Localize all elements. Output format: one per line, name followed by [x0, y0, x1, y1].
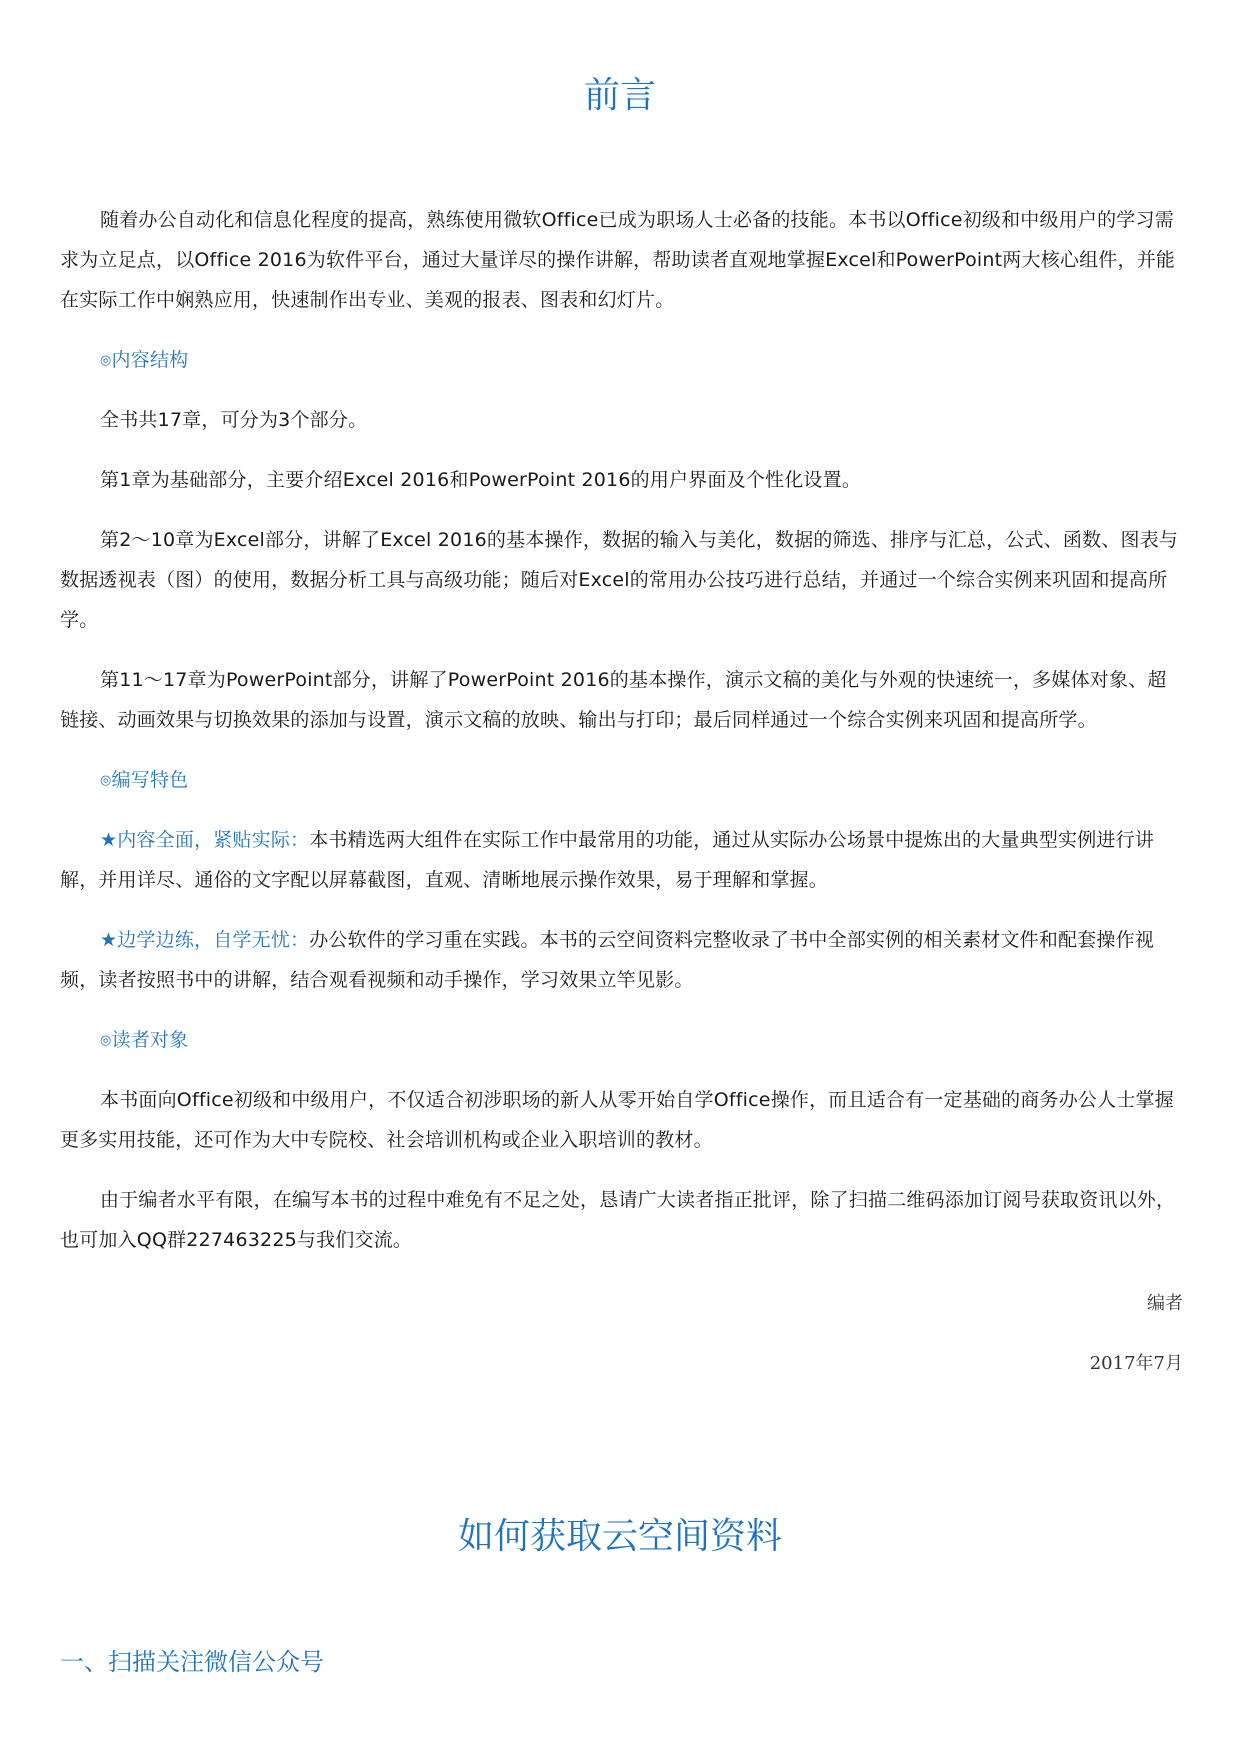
circle-bullet-icon: ◎ [100, 773, 112, 788]
audience-heading [60, 1020, 1182, 1061]
structure-section [60, 340, 1182, 381]
audience-section [60, 1020, 1182, 1061]
structure-p1-block [60, 400, 1182, 440]
audience-paragraph-2: 由于编者水平有限，在编写本书的过程中难免有不足之处，恳请广大读者指正批评，除了扫描二维码添加订阅号获取资讯以外，也可加入QQ群227463225与我们交流。 [60, 1189, 1176, 1251]
structure-p3-block [60, 520, 1182, 640]
feature-2-text: 办公软件的学习重在实践。本书的云空间资料完整收录了书中全部实例的相关素材文件和配套操作视频，读者按照书中的讲解，结合观看视频和动手操作，学习效果立竿见影。 [60, 929, 1155, 991]
signature-author: 编者 [1147, 1293, 1183, 1314]
features-section [60, 760, 1182, 801]
feature-1-text: 本书精选两大组件在实际工作中最常用的功能，通过从实际办公场景中提炼出的大量典型实例进行讲解，并用详尽、通俗的文字配以屏幕截图，直观、清晰地展示操作效果，易于理解和掌握。 [60, 829, 1155, 891]
structure-p2-block [60, 460, 1182, 500]
cloud-step-1-heading: 一、扫描关注微信公众号 [60, 1648, 324, 1676]
structure-paragraph-3: 第2～10章为Excel部分，讲解了Excel 2016的基本操作，数据的输入与美化，数据的筛选、排序与汇总，公式、函数、图表与数据透视表（图）的使用，数据分析工具与高级功能；随后对Excel的常用办公技巧进行总结，并通过一个综合实例来巩固和提高所学。 [60, 529, 1179, 631]
features-heading [60, 760, 1182, 801]
structure-paragraph-4: 第11～17章为PowerPoint部分，讲解了PowerPoint 2016的基本操作，演示文稿的美化与外观的快速统一，多媒体对象、超链接、动画效果与切换效果的添加与设置，演示文稿的放映、输出与打印；最后同样通过一个综合实例来巩固和提高所学。 [60, 669, 1167, 731]
audience-p1-block [60, 1080, 1182, 1160]
signature-date: 2017年7月 [1089, 1353, 1183, 1374]
audience-p2-block [60, 1180, 1182, 1260]
structure-heading [60, 340, 1182, 381]
cloud-resources-title: 如何获取云空间资料 [457, 1516, 782, 1557]
structure-paragraph-1: 全书共17章，可分为3个部分。 [100, 409, 368, 431]
feature-2 [60, 920, 1182, 1000]
preface-intro-block [60, 200, 1182, 320]
feature-2-lead: ★边学边练，自学无忧： [100, 929, 310, 951]
feature-1-block [60, 820, 1182, 900]
circle-bullet-icon: ◎ [100, 1033, 112, 1048]
audience-heading-text: 读者对象 [111, 1029, 189, 1051]
circle-bullet-icon: ◎ [100, 353, 112, 368]
feature-1 [60, 820, 1182, 900]
feature-2-block [60, 920, 1182, 1000]
structure-paragraph-2: 第1章为基础部分，主要介绍Excel 2016和PowerPoint 2016的用户界面及个性化设置。 [100, 469, 862, 491]
structure-p4-block [60, 660, 1182, 740]
feature-1-lead: ★内容全面，紧贴实际： [100, 829, 310, 851]
audience-paragraph-1: 本书面向Office初级和中级用户，不仅适合初涉职场的新人从零开始自学Office操作，而且适合有一定基础的商务办公人士掌握更多实用技能，还可作为大中专院校、社会培训机构或企业入职培训的教材。 [60, 1089, 1174, 1151]
features-heading-text: 编写特色 [111, 769, 189, 791]
preface-intro: 随着办公自动化和信息化程度的提高，熟练使用微软Office已成为职场人士必备的技能。本书以Office初级和中级用户的学习需求为立足点，以Office 2016为软件平台，通过大量详尽的操作讲解，帮助读者直观地掌握Excel和PowerPoint两大核心组件，并能在实际工作中娴熟应用，快速制作出专业、美观的报表、图表和幻灯片。 [60, 209, 1176, 311]
preface-title: 前言 [583, 75, 656, 116]
structure-heading-text: 内容结构 [111, 349, 189, 371]
